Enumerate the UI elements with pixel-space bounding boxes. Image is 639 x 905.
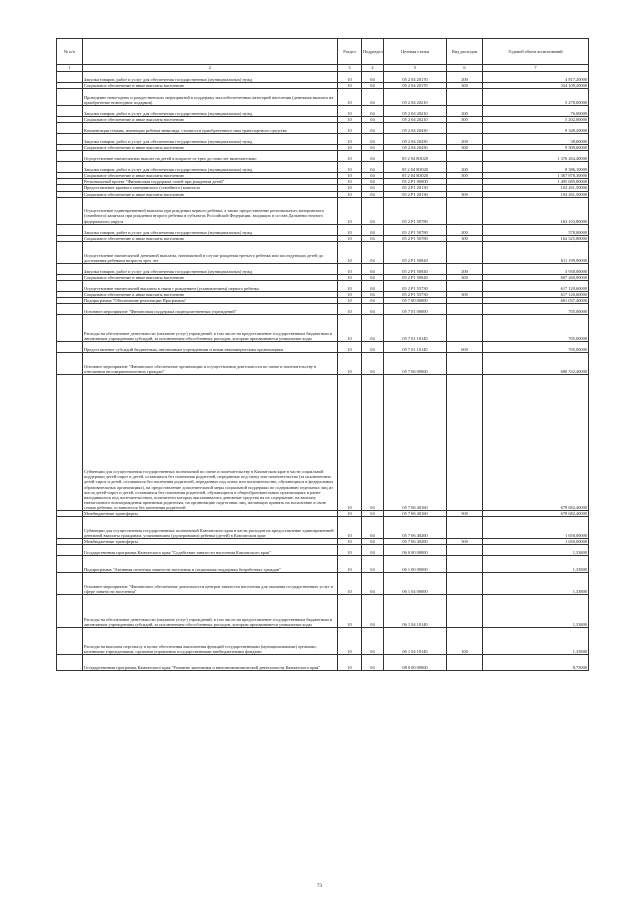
table-row <box>57 280 589 291</box>
row-section-cell: 10 <box>338 224 362 235</box>
row-section-cell: 10 <box>338 304 362 315</box>
row-name-cell: Межбюджетные трансферты <box>83 511 338 517</box>
row-index-cell <box>57 556 83 573</box>
row-subsection-cell: 04 <box>362 89 384 106</box>
row-name-cell: Расходы на выплаты персоналу в целях обеспечения выполнения функций государственными (муниципальными) органами, казенными учреждениями, органами управления государственными внебюджетными фондами <box>83 628 338 655</box>
row-expense-type-cell: 300 <box>447 235 483 241</box>
row-index-cell <box>57 280 83 291</box>
column-number: 6 <box>447 65 483 72</box>
row-expense-type-cell: 300 <box>447 145 483 151</box>
header-annual-amount: Годовой объем ассигнований <box>483 39 589 65</box>
row-expense-type-cell <box>447 304 483 315</box>
row-section-cell: 10 <box>338 197 362 224</box>
row-amount-cell: 8,73000 <box>483 655 589 671</box>
row-subsection-cell: 04 <box>362 545 384 556</box>
row-amount-cell: 76,00000 <box>483 106 589 117</box>
row-target-article-cell: 05 7 01 10140 <box>384 315 447 342</box>
row-expense-type-cell <box>447 241 483 263</box>
row-subsection-cell: 04 <box>362 595 384 628</box>
row-section-cell: 10 <box>338 655 362 671</box>
page-number: 73 <box>317 884 322 889</box>
row-expense-type-cell: 300 <box>447 291 483 297</box>
row-subsection-cell: 04 <box>362 191 384 197</box>
row-name-cell: Основное мероприятие "Финансовое обеспечение деятельности центров занятости населения для оказания государственных услуг в сфере занятости населения" <box>83 573 338 595</box>
row-amount-cell: 162 525,80000 <box>483 235 589 241</box>
row-amount-cell: 3 930,00000 <box>483 263 589 274</box>
row-name-cell: Расходы на обеспечение деятельности (оказание услуг) учреждений, в том числе на предоставление государственным бюджетным и автономным учреждениям субсидий, за исключением обособленных расходов, которым присваиваются уникальные коды <box>83 595 338 628</box>
header-name <box>83 39 338 65</box>
row-section-cell: 10 <box>338 375 362 511</box>
row-name-cell: Подпрограмма "Активная политика занятости населения и социальная поддержка безработных граждан" <box>83 556 338 573</box>
table-row <box>57 134 589 145</box>
row-expense-type-cell <box>447 517 483 539</box>
row-subsection-cell: 04 <box>362 274 384 280</box>
row-expense-type-cell: 200 <box>447 72 483 83</box>
table-row <box>57 151 589 162</box>
row-section-cell: 10 <box>338 315 362 342</box>
row-target-article-cell: 05 7 06 00000 <box>384 353 447 375</box>
row-subsection-cell: 04 <box>362 151 384 162</box>
row-name-cell: Предоставление краевого материнского (семейного) капитала <box>83 185 338 191</box>
row-amount-cell: 5 278,00000 <box>483 89 589 106</box>
row-amount-cell: 102 261,50000 <box>483 185 589 191</box>
row-section-cell: 10 <box>338 134 362 145</box>
row-target-article-cell: 05 2 P1 50840 <box>384 263 447 274</box>
row-subsection-cell: 04 <box>362 83 384 89</box>
row-name-cell: Компенсация семьям, имеющим ребенка-инвалида, стоимости приобретенного ими транспортного средства <box>83 123 338 134</box>
column-number: 1 <box>57 65 83 72</box>
row-subsection-cell: 04 <box>362 162 384 173</box>
row-subsection-cell: 04 <box>362 280 384 291</box>
row-section-cell: 10 <box>338 89 362 106</box>
row-expense-type-cell: 300 <box>447 191 483 197</box>
row-name-cell: Закупка товаров, работ и услуг для обеспечения государственных (муниципальных) нужд <box>83 134 338 145</box>
row-name-cell: Социальное обеспечение и иные выплаты населению <box>83 173 338 179</box>
row-section-cell: 10 <box>338 241 362 263</box>
column-number: 4 <box>362 65 384 72</box>
row-section-cell: 10 <box>338 179 362 185</box>
row-section-cell: 10 <box>338 353 362 375</box>
row-subsection-cell: 04 <box>362 185 384 191</box>
row-subsection-cell: 04 <box>362 117 384 123</box>
row-index-cell <box>57 123 83 134</box>
row-section-cell: 10 <box>338 517 362 539</box>
row-subsection-cell: 04 <box>362 72 384 83</box>
row-amount-cell: 1 367 878,30000 <box>483 173 589 179</box>
header-subsection: Подраздел <box>362 39 384 65</box>
row-amount-cell: 705,00000 <box>483 315 589 342</box>
row-section-cell: 10 <box>338 162 362 173</box>
row-amount-cell: 102 261,50000 <box>483 191 589 197</box>
row-index-cell <box>57 595 83 628</box>
row-subsection-cell: 04 <box>362 197 384 224</box>
row-target-article-cell: 05 2 P1 50780 <box>384 197 447 224</box>
row-section-cell: 10 <box>338 342 362 353</box>
table-row <box>57 263 589 274</box>
row-name-cell: Государственная программа Камчатского края "Развитие экономики и внешнеэкономической деятельности Камчатского края" <box>83 655 338 671</box>
row-amount-cell: 705,00000 <box>483 304 589 315</box>
row-section-cell: 10 <box>338 191 362 197</box>
row-name-cell: Закупка товаров, работ и услуг для обеспечения государственных (муниципальных) нужд <box>83 162 338 173</box>
row-subsection-cell: 04 <box>362 375 384 511</box>
row-target-article-cell: 05 7 06 40200 <box>384 517 447 539</box>
row-subsection-cell: 04 <box>362 304 384 315</box>
row-expense-type-cell: 100 <box>447 628 483 655</box>
row-name-cell: Межбюджетные трансферты <box>83 539 338 545</box>
row-expense-type-cell <box>447 89 483 106</box>
row-subsection-cell: 04 <box>362 106 384 117</box>
table-row <box>57 224 589 235</box>
row-amount-cell: 705,00000 <box>483 342 589 353</box>
row-index-cell <box>57 353 83 375</box>
table-row <box>57 72 589 83</box>
row-expense-type-cell <box>447 353 483 375</box>
row-name-cell: Закупка товаров, работ и услуг для обеспечения государственных (муниципальных) нужд <box>83 224 338 235</box>
column-number-row <box>57 65 589 72</box>
row-name-cell: Социальное обеспечение и иные выплаты населению <box>83 83 338 89</box>
row-subsection-cell: 04 <box>362 655 384 671</box>
row-index-cell <box>57 89 83 106</box>
row-name-cell: Социальное обеспечение и иные выплаты населению <box>83 291 338 297</box>
row-name-cell: Государственная программа Камчатского края "Содействие занятости населения Камчатского края" <box>83 545 338 556</box>
budget-table-page <box>56 38 588 671</box>
row-expense-type-cell <box>447 315 483 342</box>
row-section-cell: 10 <box>338 185 362 191</box>
row-section-cell: 10 <box>338 123 362 134</box>
row-target-article-cell: 08 0 00 00000 <box>384 655 447 671</box>
row-name-cell: Субвенции для осуществления государственных полномочий Камчатского края в части расходов на предоставление единовременной денежной выплаты гражданам, усыновившим (удочерившим) ребенка (детей) в Камчатском крае <box>83 517 338 539</box>
row-expense-type-cell <box>447 595 483 628</box>
row-name-cell: Основное мероприятие "Финансовая поддержка подведомственных учреждений" <box>83 304 338 315</box>
row-target-article-cell: 05 2 04 20210 <box>384 117 447 123</box>
row-amount-cell: 678 682,40000 <box>483 511 589 517</box>
row-amount-cell: 680 332,40000 <box>483 353 589 375</box>
row-amount-cell: 617 120,60000 <box>483 280 589 291</box>
row-target-article-cell: 05 2 P1 20130 <box>384 191 447 197</box>
row-expense-type-cell: 500 <box>447 511 483 517</box>
table-row <box>57 545 589 556</box>
row-name-cell: Социальное обеспечение и иные выплаты населению <box>83 235 338 241</box>
row-subsection-cell: 04 <box>362 556 384 573</box>
table-row <box>57 123 589 134</box>
header-row <box>57 39 589 65</box>
row-section-cell: 10 <box>338 145 362 151</box>
row-name-cell: Осуществление единовременной выплаты при рождении первого ребенка, а также предоставление регионального материнского (семейного) капитала при рождении второго ребенка в субъектах Российской Федерации, входящих в состав Дальневосточного федерального округа <box>83 197 338 224</box>
row-subsection-cell: 04 <box>362 353 384 375</box>
row-section-cell: 10 <box>338 545 362 556</box>
row-index-cell <box>57 573 83 595</box>
row-name-cell: Социальное обеспечение и иные выплаты населению <box>83 191 338 197</box>
row-expense-type-cell: 500 <box>447 539 483 545</box>
row-name-cell: Осуществление ежемесячной выплаты в связи с рождением (усыновлением) первого ребенка <box>83 280 338 291</box>
row-expense-type-cell <box>447 123 483 134</box>
row-section-cell: 10 <box>338 297 362 303</box>
budget-table <box>56 38 589 671</box>
row-amount-cell: 681 037,40000 <box>483 297 589 303</box>
row-amount-cell: 334 109,20000 <box>483 83 589 89</box>
row-amount-cell: 1 376 264,40000 <box>483 151 589 162</box>
column-number: 2 <box>83 65 338 72</box>
table-row <box>57 353 589 375</box>
row-target-article-cell: 06 0 00 00000 <box>384 545 447 556</box>
row-target-article-cell: 05 2 04 20430 <box>384 134 447 145</box>
table-row <box>57 573 589 595</box>
table-row <box>57 241 589 263</box>
row-index-cell <box>57 151 83 162</box>
row-name-cell: Осуществление ежемесячной денежной выплаты, назначаемой в случае рождения третьего ребенка или последующих детей до достижения ребенком возраста трех лет <box>83 241 338 263</box>
row-index-cell <box>57 304 83 315</box>
table-row <box>57 162 589 173</box>
row-amount-cell: 611 199,90000 <box>483 241 589 263</box>
row-target-article-cell: 06 1 00 00000 <box>384 556 447 573</box>
table-row <box>57 89 589 106</box>
row-target-article-cell: 05 2 04 20430 <box>384 145 447 151</box>
table-row <box>57 595 589 628</box>
header-index: № п/п <box>57 39 83 65</box>
row-target-article-cell: 05 2 04 20210 <box>384 89 447 106</box>
table-row <box>57 304 589 315</box>
row-name-cell: Проведение новогодних и рождественских мероприятий в поддержку малообеспеченных категорий населения (денежная выплата на приобретение новогодних подарков) <box>83 89 338 106</box>
row-target-article-cell: 05 2 04 20170 <box>384 83 447 89</box>
row-expense-type-cell <box>447 573 483 595</box>
row-name-cell: Закупка товаров, работ и услуг для обеспечения государственных (муниципальных) нужд <box>83 106 338 117</box>
row-expense-type-cell: 200 <box>447 134 483 145</box>
table-row <box>57 197 589 224</box>
row-expense-type-cell <box>447 556 483 573</box>
row-amount-cell: 1 495 685,80000 <box>483 179 589 185</box>
row-target-article-cell: 05 2 04 20170 <box>384 72 447 83</box>
row-amount-cell: 9 309,60000 <box>483 145 589 151</box>
row-amount-cell: 578,00000 <box>483 224 589 235</box>
row-subsection-cell: 04 <box>362 628 384 655</box>
row-index-cell <box>57 655 83 671</box>
row-index-cell <box>57 545 83 556</box>
row-section-cell: 10 <box>338 539 362 545</box>
row-target-article-cell: 05 7 06 40160 <box>384 375 447 511</box>
row-name-cell: Основное мероприятие "Финансовое обеспечение организации и осуществления деятельности по опеке и попечительству в отношении несовершеннолетних граждан" <box>83 353 338 375</box>
row-section-cell: 10 <box>338 106 362 117</box>
row-name-cell: Закупка товаров, работ и услуг для обеспечения государственных (муниципальных) нужд <box>83 263 338 274</box>
row-subsection-cell: 04 <box>362 224 384 235</box>
row-section-cell: 10 <box>338 117 362 123</box>
row-subsection-cell: 04 <box>362 291 384 297</box>
row-expense-type-cell <box>447 151 483 162</box>
row-index-cell <box>57 315 83 342</box>
row-target-article-cell: 05 2 P1 50840 <box>384 241 447 263</box>
row-section-cell: 10 <box>338 173 362 179</box>
row-target-article-cell: 06 1 04 10140 <box>384 595 447 628</box>
row-subsection-cell: 04 <box>362 342 384 353</box>
row-section-cell: 10 <box>338 628 362 655</box>
row-amount-cell: 8 386,10000 <box>483 162 589 173</box>
row-section-cell: 10 <box>338 274 362 280</box>
row-expense-type-cell <box>447 375 483 511</box>
row-amount-cell: 607 269,90000 <box>483 274 589 280</box>
row-target-article-cell: 05 2 04 R3020 <box>384 151 447 162</box>
row-subsection-cell: 04 <box>362 573 384 595</box>
row-expense-type-cell: 300 <box>447 173 483 179</box>
row-name-cell: Предоставление субсидий бюджетным, автономным учреждениям и иным некоммерческим организациям <box>83 342 338 353</box>
row-expense-type-cell: 600 <box>447 342 483 353</box>
row-name-cell: Подпрограмма "Обеспечение реализации Программы" <box>83 297 338 303</box>
row-amount-cell: 38,60000 <box>483 134 589 145</box>
row-amount-cell: 678 682,40000 <box>483 375 589 511</box>
row-amount-cell: 617 120,60000 <box>483 291 589 297</box>
row-expense-type-cell: 300 <box>447 83 483 89</box>
row-section-cell: 10 <box>338 595 362 628</box>
row-target-article-cell: 05 7 00 00000 <box>384 297 447 303</box>
row-subsection-cell: 04 <box>362 134 384 145</box>
table-row <box>57 556 589 573</box>
table-row <box>57 517 589 539</box>
row-amount-cell: 4 817,20000 <box>483 72 589 83</box>
row-index-cell <box>57 342 83 353</box>
row-subsection-cell: 04 <box>362 241 384 263</box>
row-target-article-cell: 05 2 P1 00000 <box>384 179 447 185</box>
row-index-cell <box>57 106 83 117</box>
row-amount-cell: 1 650,00000 <box>483 539 589 545</box>
row-target-article-cell: 05 2 04 20430 <box>384 123 447 134</box>
row-section-cell: 10 <box>338 235 362 241</box>
row-index-cell <box>57 134 83 145</box>
row-section-cell: 10 <box>338 72 362 83</box>
row-section-cell: 10 <box>338 83 362 89</box>
row-target-article-cell: 06 1 04 10140 <box>384 628 447 655</box>
column-number: 7 <box>483 65 589 72</box>
row-section-cell: 10 <box>338 291 362 297</box>
row-name-cell: Социальное обеспечение и иные выплаты населению <box>83 117 338 123</box>
row-name-cell: Социальное обеспечение и иные выплаты населению <box>83 145 338 151</box>
row-section-cell: 10 <box>338 263 362 274</box>
row-subsection-cell: 04 <box>362 263 384 274</box>
row-subsection-cell: 04 <box>362 297 384 303</box>
row-expense-type-cell: 300 <box>447 274 483 280</box>
row-index-cell <box>57 628 83 655</box>
row-target-article-cell: 05 7 01 10140 <box>384 342 447 353</box>
row-expense-type-cell: 200 <box>447 106 483 117</box>
row-name-cell: Региональный проект "Финансовая поддержка семей при рождении детей" <box>83 179 338 185</box>
row-expense-type-cell: 200 <box>447 263 483 274</box>
row-amount-cell: 1,33800 <box>483 628 589 655</box>
row-name-cell: Социальное обеспечение и иные выплаты населению <box>83 274 338 280</box>
row-section-cell: 10 <box>338 280 362 291</box>
row-expense-type-cell: 200 <box>447 162 483 173</box>
table-row <box>57 106 589 117</box>
table-row <box>57 655 589 671</box>
row-expense-type-cell <box>447 545 483 556</box>
row-name-cell: Субвенции для осуществления государственных полномочий по опеке и попечительству в Камчатском крае в части социальной поддержки детей-сирот и детей, оставшихся без попечения родителей, переданных под опеку или попечительство (за исключением детей-сирот и детей, оставшихся без попечения родителей, переданных под опеку или попечительство, обучающихся в федеральных образовательных организациях), на предоставление дополнительной меры социальной поддержки по содержанию отдельных лиц из числа детей-сирот и детей, оставшихся без попечения родителей, обучающихся в общеобразовательных организациях и ранее находившихся под попечительством, попечители которых выплачивались денежные средства на их содержание, на выплату ежемесячного вознаграждения приемным родителям, на организацию подготовки лиц, желающих принять на воспитание в свою семью ребенка, оставшегося без попечения родителей <box>83 375 338 511</box>
row-amount-cell: 5 202,00000 <box>483 117 589 123</box>
row-target-article-cell: 05 7 01 00000 <box>384 304 447 315</box>
row-amount-cell: 9 348,20000 <box>483 123 589 134</box>
row-section-cell: 10 <box>338 556 362 573</box>
row-target-article-cell: 05 2 P1 55730 <box>384 280 447 291</box>
row-index-cell <box>57 241 83 263</box>
row-subsection-cell: 04 <box>362 517 384 539</box>
row-index-cell <box>57 162 83 173</box>
row-expense-type-cell: 200 <box>447 224 483 235</box>
column-number: 5 <box>384 65 447 72</box>
table-row <box>57 628 589 655</box>
row-index-cell <box>57 72 83 83</box>
row-subsection-cell: 04 <box>362 179 384 185</box>
column-number: 3 <box>338 65 362 72</box>
row-section-cell: 10 <box>338 151 362 162</box>
row-name-cell: Осуществление ежемесячных выплат на детей в возрасте от трех до семи лет включительно <box>83 151 338 162</box>
row-subsection-cell: 04 <box>362 123 384 134</box>
row-amount-cell: 1,33800 <box>483 573 589 595</box>
row-subsection-cell: 04 <box>362 173 384 179</box>
row-expense-type-cell <box>447 280 483 291</box>
row-target-article-cell: 05 2 P1 50780 <box>384 224 447 235</box>
table-row <box>57 315 589 342</box>
header-expense-type: Вид расходов <box>447 39 483 65</box>
row-name-cell: Расходы на обеспечение деятельности (оказание услуг) учреждений, в том числе на предоставление государственным бюджетным и автономным учреждениям субсидий, за исключением обособленных расходов, которым присваиваются уникальные коды <box>83 315 338 342</box>
row-target-article-cell: 05 2 P1 55730 <box>384 291 447 297</box>
row-target-article-cell: 05 2 P1 50780 <box>384 235 447 241</box>
row-target-article-cell: 06 1 04 00000 <box>384 573 447 595</box>
row-target-article-cell: 05 2 04 20210 <box>384 106 447 117</box>
row-subsection-cell: 04 <box>362 511 384 517</box>
row-target-article-cell: 05 2 04 R3020 <box>384 162 447 173</box>
row-target-article-cell: 05 7 06 40200 <box>384 539 447 545</box>
table-row <box>57 375 589 511</box>
row-index-cell <box>57 375 83 511</box>
row-index-cell <box>57 263 83 274</box>
row-expense-type-cell <box>447 655 483 671</box>
row-index-cell <box>57 197 83 224</box>
row-name-cell: Закупка товаров, работ и услуг для обеспечения государственных (муниципальных) нужд <box>83 72 338 83</box>
row-target-article-cell: 05 2 P1 20130 <box>384 185 447 191</box>
row-subsection-cell: 04 <box>362 145 384 151</box>
row-index-cell <box>57 517 83 539</box>
row-subsection-cell: 04 <box>362 315 384 342</box>
row-amount-cell: 1,33800 <box>483 595 589 628</box>
header-target-article: Целевая статья <box>384 39 447 65</box>
row-section-cell: 10 <box>338 573 362 595</box>
row-subsection-cell: 04 <box>362 235 384 241</box>
row-amount-cell: 1,33800 <box>483 556 589 573</box>
row-section-cell: 10 <box>338 511 362 517</box>
row-amount-cell: 1,33800 <box>483 545 589 556</box>
row-target-article-cell: 05 2 04 R3020 <box>384 173 447 179</box>
row-expense-type-cell: 300 <box>447 117 483 123</box>
row-expense-type-cell <box>447 197 483 224</box>
row-amount-cell: 163 103,80000 <box>483 197 589 224</box>
row-amount-cell: 1 650,00000 <box>483 517 589 539</box>
table-row <box>57 342 589 353</box>
header-section: Раздел <box>338 39 362 65</box>
row-target-article-cell: 05 7 06 40160 <box>384 511 447 517</box>
row-subsection-cell: 04 <box>362 539 384 545</box>
row-index-cell <box>57 224 83 235</box>
row-target-article-cell: 05 2 P1 50840 <box>384 274 447 280</box>
